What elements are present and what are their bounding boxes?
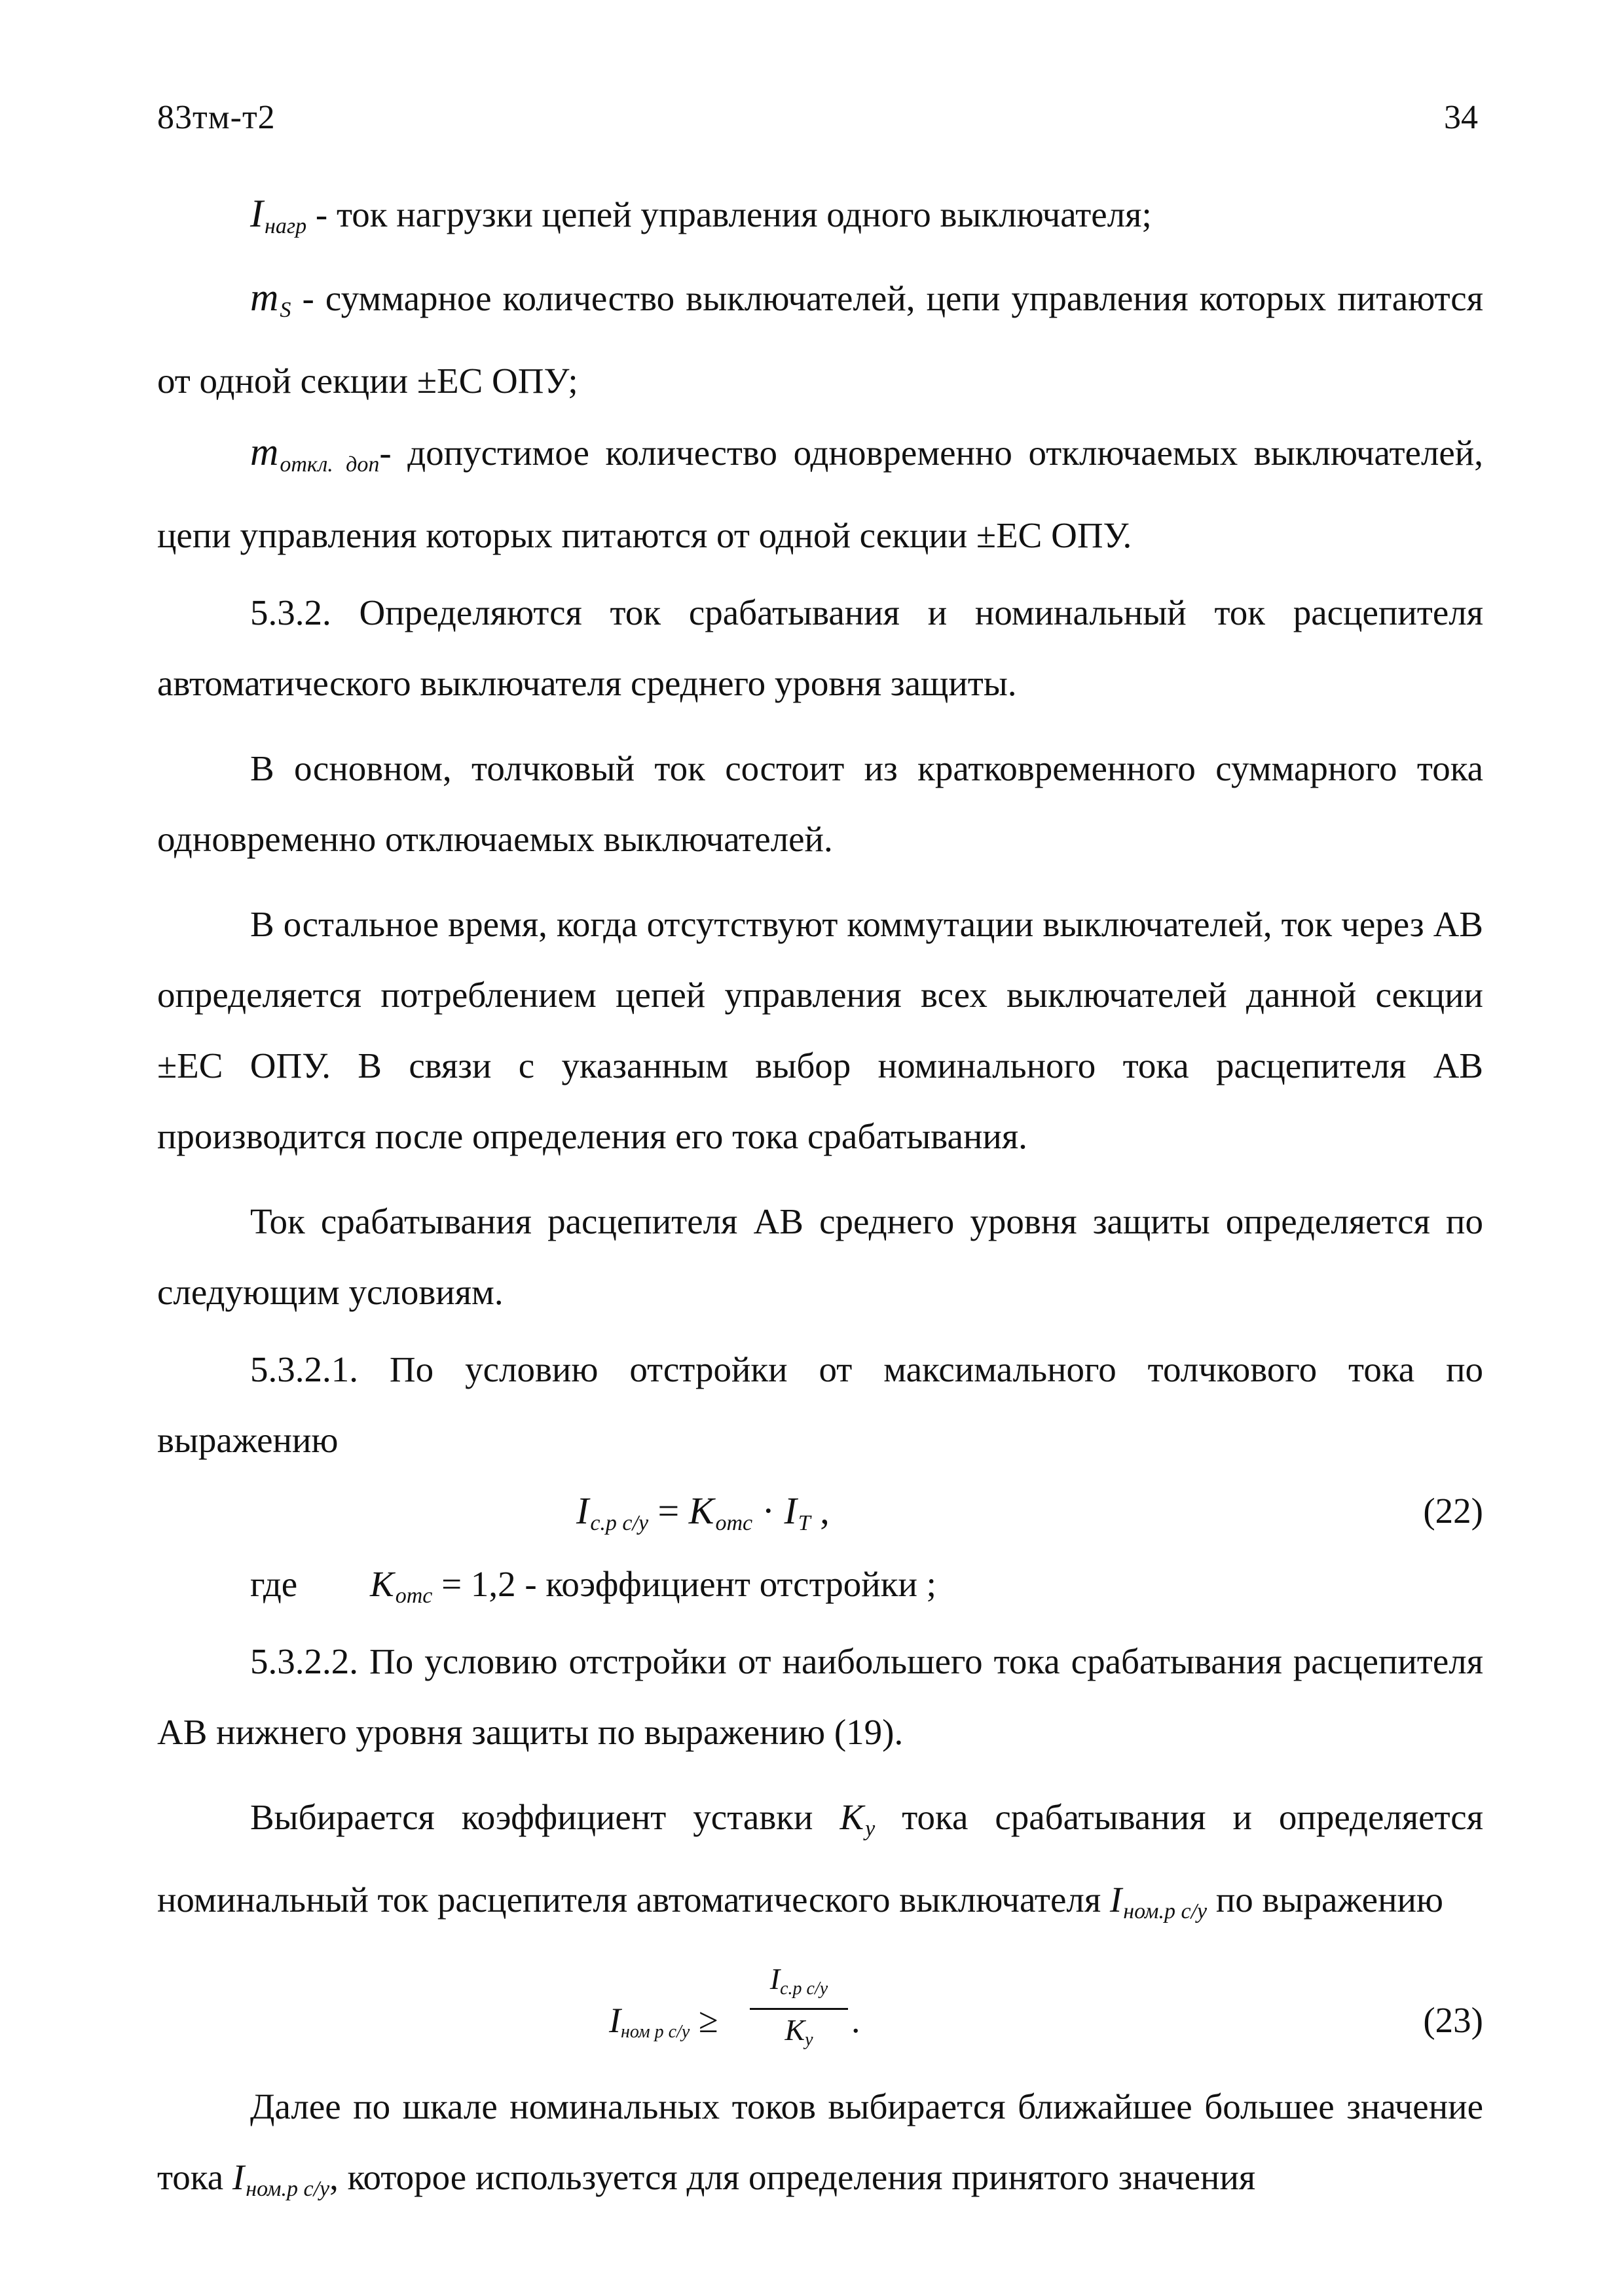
eq-subscript: ном р с/у xyxy=(620,2022,690,2042)
equation-23 xyxy=(157,1947,1483,2065)
text-part: Далее по шкале номинальных токов выбирается ближайшее большее значение тока xyxy=(157,2086,1483,2197)
eq-symbol-k: K xyxy=(688,1489,714,1532)
paragraph-5-3-2-1: 5.3.2.1. По условию отстройки от максимального толчкового тока по выражению xyxy=(157,1349,1483,1460)
symbol-subscript: отс xyxy=(395,1584,433,1608)
definition-text: - суммарное количество выключателей, цепи управления которых питаются от одной секции ±ЕС ОПУ; xyxy=(157,278,1483,401)
symbol: I xyxy=(250,192,263,235)
eq-subscript: с.р с/у xyxy=(590,1511,649,1535)
paragraph-final xyxy=(157,2071,1483,2225)
symbol-subscript: S xyxy=(280,298,291,322)
document-body xyxy=(157,178,1483,2225)
equation-22 xyxy=(157,1476,1483,1549)
paragraph-5-3-2: 5.3.2. Определяются ток срабатывания и номинальный ток расцепителя автоматического выключателя среднего уровня защиты. xyxy=(157,592,1483,703)
where-word: где xyxy=(250,1564,298,1604)
eq-subscript: отс xyxy=(715,1511,753,1535)
eq-symbol-i: I xyxy=(576,1489,589,1532)
paragraph-main: В основном, толчковый ток состоит из кратковременного суммарного тока одновременно отключаемых выключателей. xyxy=(157,748,1483,859)
eq-subscript: Т xyxy=(798,1511,811,1535)
symbol: m xyxy=(250,276,279,319)
text-part: тока срабатывания и определяется номинальный ток расцепителя автоматического выключателя xyxy=(157,1797,1483,1920)
equation-22-body xyxy=(576,1476,830,1559)
text-part: , которое используется для определения принятого значения xyxy=(329,2157,1256,2197)
symbol-subscript: у xyxy=(865,1817,876,1841)
eq-geq: ≥ xyxy=(698,2001,718,2040)
symbol-i: I xyxy=(232,2157,245,2197)
equation-22-number: (22) xyxy=(1423,1491,1483,1531)
paragraph-rest-time: В остальное время, когда отсутствуют коммутации выключателей, ток через АВ определяется потреблением цепей управления всех выключателей данной секции ±ЕС ОПУ. В связи с указанным выбор номинального тока расцепителя АВ производится после определения его тока срабатывания. xyxy=(157,904,1483,1156)
symbol-subscript: ном.р с/у xyxy=(246,2177,330,2201)
text-part: Выбирается коэффициент уставки xyxy=(250,1797,813,1837)
eq-equals: = xyxy=(657,1489,680,1532)
definition-m-otkl-dop xyxy=(157,416,1483,571)
symbol-k: K xyxy=(840,1797,864,1837)
document-code: 83тм-т2 xyxy=(157,99,276,136)
symbol: m xyxy=(250,430,279,473)
paragraph-5-3-2-2: 5.3.2.2. По условию отстройки от наибольшего тока срабатывания расцепителя АВ нижнего уровня защиты по выражению (19). xyxy=(157,1641,1483,1752)
symbol-subscript: откл. доп xyxy=(280,452,380,477)
eq-symbol-i: I xyxy=(784,1489,797,1532)
page-number: 34 xyxy=(1444,99,1478,136)
where-clause xyxy=(157,1549,1483,1620)
definition-text: - ток нагрузки цепей управления одного выключателя; xyxy=(315,194,1152,234)
eq-dot: · xyxy=(762,1489,775,1532)
eq-symbol-i: I xyxy=(609,2001,621,2040)
fraction-numerator xyxy=(750,1961,848,2010)
eq-comma: , xyxy=(820,1489,830,1532)
symbol-subscript: нагр xyxy=(264,214,307,238)
eq-subscript: с.р с/у xyxy=(780,1978,828,1999)
definition-m-s xyxy=(157,262,1483,416)
text-part: по выражению xyxy=(1215,1880,1444,1920)
symbol-subscript: ном.р с/у xyxy=(1123,1899,1208,1923)
eq-symbol-i: I xyxy=(769,1962,781,1995)
equation-23-fraction xyxy=(750,1961,848,2060)
definition-text: - допустимое количество одновременно отключаемых выключателей, цепи управления которых питаются от одной секции ±ЕС ОПУ. xyxy=(157,433,1483,555)
definition-i-nagr xyxy=(157,178,1483,262)
eq-subscript: у xyxy=(805,2030,813,2050)
equation-23-number: (23) xyxy=(1423,2000,1483,2040)
paragraph-select-coefficient xyxy=(157,1782,1483,1947)
where-body xyxy=(370,1549,936,1631)
fraction-denominator xyxy=(750,2010,848,2060)
where-value: = 1,2 - коэффициент отстройки ; xyxy=(441,1564,936,1604)
symbol-k: K xyxy=(370,1564,394,1604)
eq-symbol-k: K xyxy=(784,2013,805,2047)
symbol-i: I xyxy=(1109,1880,1122,1920)
equation-23-lhs xyxy=(609,1985,718,2068)
paragraph-trip-current: Ток срабатывания расцепителя АВ среднего уровня защиты определяется по следующим условиям. xyxy=(157,1201,1483,1312)
equation-23-period: . xyxy=(851,2001,860,2040)
